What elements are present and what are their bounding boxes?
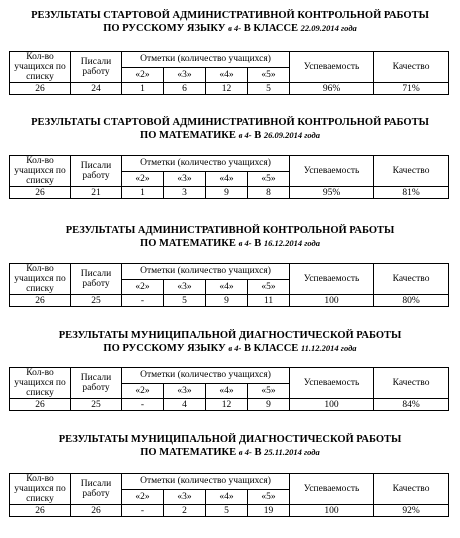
value-count: 26 — [10, 399, 71, 411]
header-mark-5: «5» — [248, 383, 290, 399]
section-title — [0, 225, 460, 250]
section-title-line2 — [0, 237, 460, 250]
section-title — [0, 330, 460, 355]
value-mark-2: - — [122, 505, 164, 517]
date-label: 16.12.2014 года — [263, 238, 320, 248]
class-label: В — [254, 238, 262, 249]
date-label: 22.09.2014 года — [300, 23, 357, 33]
header-mark-4: «4» — [206, 489, 248, 505]
header-success: Успеваемость — [290, 368, 374, 399]
header-mark-5: «5» — [248, 67, 290, 83]
header-mark-3: «3» — [164, 489, 206, 505]
results-table — [9, 473, 449, 517]
value-mark-4: 12 — [206, 399, 248, 411]
header-count: Кол-во учащихся по списку — [10, 474, 71, 505]
value-quality: 84% — [374, 399, 449, 411]
section-title-line1: РЕЗУЛЬТАТЫ МУНИЦИПАЛЬНОЙ ДИАГНОСТИЧЕСКОЙ РАБОТЫ — [58, 434, 402, 445]
header-mark-4: «4» — [206, 171, 248, 187]
header-marks: Отметки (количество учащихся) — [122, 52, 290, 68]
header-count: Кол-во учащихся по списку — [10, 52, 71, 83]
section-title-line2 — [0, 342, 460, 355]
section-title — [0, 434, 460, 459]
value-count: 26 — [10, 83, 71, 95]
section-title — [0, 117, 460, 142]
header-marks: Отметки (количество учащихся) — [122, 156, 290, 172]
header-wrote: Писали работу — [71, 264, 122, 295]
value-mark-5: 5 — [248, 83, 290, 95]
value-mark-3: 5 — [164, 295, 206, 307]
value-success: 100 — [290, 295, 374, 307]
value-mark-4: 9 — [206, 295, 248, 307]
value-quality: 80% — [374, 295, 449, 307]
date-label: 25.11.2014 года — [264, 447, 320, 457]
class-label: В КЛАССЕ — [243, 343, 299, 354]
header-count: Кол-во учащихся по списку — [10, 264, 71, 295]
header-quality: Качество — [374, 474, 449, 505]
class-label: В — [254, 447, 262, 458]
value-wrote: 25 — [71, 399, 122, 411]
header-marks: Отметки (количество учащихся) — [122, 474, 290, 490]
header-mark-2: «2» — [122, 67, 164, 83]
header-wrote: Писали работу — [71, 368, 122, 399]
value-success: 100 — [290, 399, 374, 411]
value-wrote: 25 — [71, 295, 122, 307]
results-table — [9, 51, 449, 95]
value-success: 96% — [290, 83, 374, 95]
results-table — [9, 263, 449, 307]
value-mark-2: - — [122, 295, 164, 307]
header-success: Успеваемость — [290, 264, 374, 295]
grade-label: в 4- — [238, 130, 252, 140]
value-quality: 81% — [374, 187, 449, 199]
value-mark-4: 9 — [206, 187, 248, 199]
results-table — [9, 155, 449, 199]
subject-label: ПО РУССКОМУ ЯЗЫКУ — [103, 343, 226, 354]
value-mark-4: 12 — [206, 83, 248, 95]
value-mark-2: - — [122, 399, 164, 411]
value-wrote: 21 — [71, 187, 122, 199]
date-label: 26.09.2014 года — [263, 130, 320, 140]
section-title-line2 — [0, 22, 460, 35]
value-mark-3: 2 — [164, 505, 206, 517]
header-count: Кол-во учащихся по списку — [10, 156, 71, 187]
subject-label: ПО МАТЕМАТИКЕ — [140, 238, 236, 249]
value-quality: 71% — [374, 83, 449, 95]
header-mark-2: «2» — [122, 171, 164, 187]
header-wrote: Писали работу — [71, 474, 122, 505]
header-quality: Качество — [374, 156, 449, 187]
section-title-line1: РЕЗУЛЬТАТЫ СТАРТОВОЙ АДМИНИСТРАТИВНОЙ КОНТРОЛЬНОЙ РАБОТЫ — [31, 117, 429, 128]
header-success: Успеваемость — [290, 156, 374, 187]
subject-label: ПО РУССКОМУ ЯЗЫКУ — [103, 23, 226, 34]
header-wrote: Писали работу — [71, 156, 122, 187]
header-quality: Качество — [374, 368, 449, 399]
class-label: В — [254, 130, 262, 141]
class-label: В КЛАССЕ — [243, 23, 299, 34]
grade-label: в 4- — [238, 447, 252, 457]
value-quality: 92% — [374, 505, 449, 517]
grade-label: в 4- — [238, 238, 252, 248]
header-quality: Качество — [374, 52, 449, 83]
header-mark-3: «3» — [164, 383, 206, 399]
section-title-line1: РЕЗУЛЬТАТЫ АДМИНИСТРАТИВНОЙ КОНТРОЛЬНОЙ РАБОТЫ — [65, 225, 395, 236]
results-table — [9, 367, 449, 411]
header-mark-2: «2» — [122, 489, 164, 505]
header-marks: Отметки (количество учащихся) — [122, 264, 290, 280]
value-mark-3: 6 — [164, 83, 206, 95]
header-mark-5: «5» — [248, 171, 290, 187]
header-mark-3: «3» — [164, 67, 206, 83]
section-title-line2 — [0, 446, 460, 459]
subject-label: ПО МАТЕМАТИКЕ — [140, 447, 237, 458]
section-title-line1: РЕЗУЛЬТАТЫ МУНИЦИПАЛЬНОЙ ДИАГНОСТИЧЕСКОЙ РАБОТЫ — [58, 330, 402, 341]
header-quality: Качество — [374, 264, 449, 295]
value-wrote: 26 — [71, 505, 122, 517]
value-mark-5: 8 — [248, 187, 290, 199]
header-mark-2: «2» — [122, 383, 164, 399]
section-title-line2 — [0, 129, 460, 142]
value-mark-2: 1 — [122, 83, 164, 95]
header-success: Успеваемость — [290, 52, 374, 83]
date-label: 11.12.2014 года — [300, 343, 357, 353]
header-success: Успеваемость — [290, 474, 374, 505]
grade-label: в 4- — [228, 23, 242, 33]
header-mark-5: «5» — [248, 279, 290, 295]
header-mark-5: «5» — [248, 489, 290, 505]
value-mark-5: 19 — [248, 505, 290, 517]
value-count: 26 — [10, 295, 71, 307]
value-mark-3: 4 — [164, 399, 206, 411]
header-wrote: Писали работу — [71, 52, 122, 83]
value-mark-2: 1 — [122, 187, 164, 199]
header-mark-4: «4» — [206, 279, 248, 295]
value-mark-5: 11 — [248, 295, 290, 307]
value-count: 26 — [10, 505, 71, 517]
value-mark-5: 9 — [248, 399, 290, 411]
header-mark-4: «4» — [206, 67, 248, 83]
section-title — [0, 10, 460, 35]
header-mark-3: «3» — [164, 279, 206, 295]
value-success: 100 — [290, 505, 374, 517]
value-count: 26 — [10, 187, 71, 199]
subject-label: ПО МАТЕМАТИКЕ — [140, 130, 236, 141]
value-wrote: 24 — [71, 83, 122, 95]
value-success: 95% — [290, 187, 374, 199]
section-title-line1: РЕЗУЛЬТАТЫ СТАРТОВОЙ АДМИНИСТРАТИВНОЙ КОНТРОЛЬНОЙ РАБОТЫ — [31, 10, 429, 21]
value-mark-3: 3 — [164, 187, 206, 199]
header-mark-2: «2» — [122, 279, 164, 295]
header-mark-3: «3» — [164, 171, 206, 187]
header-mark-4: «4» — [206, 383, 248, 399]
header-count: Кол-во учащихся по списку — [10, 368, 71, 399]
header-marks: Отметки (количество учащихся) — [122, 368, 290, 384]
grade-label: в 4- — [228, 343, 242, 353]
value-mark-4: 5 — [206, 505, 248, 517]
